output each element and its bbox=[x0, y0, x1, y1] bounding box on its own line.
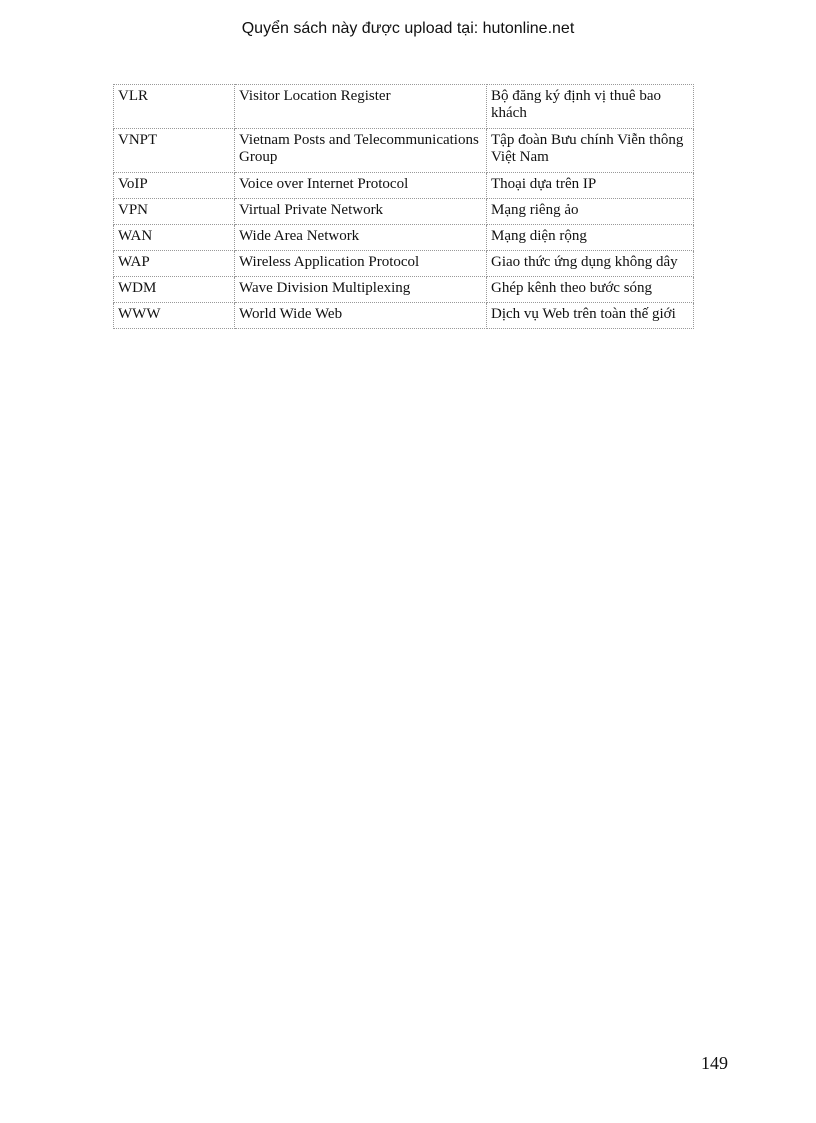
english-term-cell: Voice over Internet Protocol bbox=[235, 173, 487, 199]
vietnamese-term-cell: Bộ đăng ký định vị thuê bao khách bbox=[487, 85, 694, 129]
vietnamese-term-cell: Mạng riêng ảo bbox=[487, 199, 694, 225]
table-row bbox=[114, 277, 694, 303]
abbreviation-table bbox=[113, 84, 694, 329]
table-row bbox=[114, 199, 694, 225]
table-row bbox=[114, 85, 694, 129]
abbreviation-cell: WAN bbox=[114, 225, 235, 251]
english-term-cell: Virtual Private Network bbox=[235, 199, 487, 225]
vietnamese-term-cell: Ghép kênh theo bước sóng bbox=[487, 277, 694, 303]
english-term-cell: World Wide Web bbox=[235, 303, 487, 329]
abbreviation-cell: VNPT bbox=[114, 129, 235, 173]
table-row bbox=[114, 251, 694, 277]
abbreviation-cell: WWW bbox=[114, 303, 235, 329]
abbreviation-cell: VLR bbox=[114, 85, 235, 129]
abbreviation-cell: VoIP bbox=[114, 173, 235, 199]
table-row bbox=[114, 303, 694, 329]
table-row bbox=[114, 225, 694, 251]
english-term-cell: Visitor Location Register bbox=[235, 85, 487, 129]
english-term-cell: Wide Area Network bbox=[235, 225, 487, 251]
english-term-cell: Vietnam Posts and Telecommunications Group bbox=[235, 129, 487, 173]
table-row bbox=[114, 173, 694, 199]
vietnamese-term-cell: Giao thức ứng dụng không dây bbox=[487, 251, 694, 277]
page-header: Quyển sách này được upload tại: hutonline.net bbox=[241, 20, 575, 37]
table-row bbox=[114, 129, 694, 173]
vietnamese-term-cell: Tập đoàn Bưu chính Viễn thông Việt Nam bbox=[487, 129, 694, 173]
page-number: 149 bbox=[701, 1053, 728, 1073]
abbreviation-cell: WDM bbox=[114, 277, 235, 303]
vietnamese-term-cell: Mạng diện rộng bbox=[487, 225, 694, 251]
english-term-cell: Wireless Application Protocol bbox=[235, 251, 487, 277]
english-term-cell: Wave Division Multiplexing bbox=[235, 277, 487, 303]
abbreviation-cell: WAP bbox=[114, 251, 235, 277]
vietnamese-term-cell: Dịch vụ Web trên toàn thế giới bbox=[487, 303, 694, 329]
abbreviation-cell: VPN bbox=[114, 199, 235, 225]
vietnamese-term-cell: Thoại dựa trên IP bbox=[487, 173, 694, 199]
